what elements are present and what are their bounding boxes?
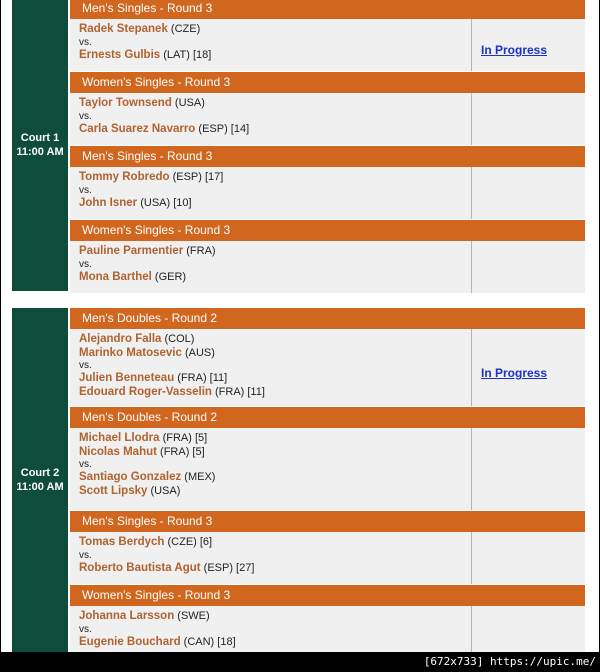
player-name[interactable]: Julien Benneteau: [79, 372, 175, 384]
player-name[interactable]: John Isner: [79, 196, 138, 209]
player-name[interactable]: Ernests Gulbis: [79, 48, 161, 61]
match-status-link[interactable]: In Progress: [481, 43, 548, 57]
status-divider: [471, 167, 472, 219]
player-row: [79, 197, 459, 211]
versus-label: vs.: [79, 36, 92, 48]
player-name[interactable]: Marinko Matosevic: [79, 346, 182, 359]
match-item: [70, 0, 585, 72]
match-body: [70, 167, 585, 220]
player-country-seed: (USA): [147, 484, 181, 497]
player-country-seed: (CZE): [167, 23, 201, 35]
player-country-seed: (FRA): [183, 245, 216, 257]
player-country-seed: (FRA) [11]: [174, 372, 228, 384]
versus-label: vs.: [79, 184, 92, 196]
match-body: [70, 532, 585, 585]
match-body: [70, 428, 585, 511]
player-row: [79, 372, 459, 386]
players-list: [70, 167, 459, 213]
image-host-footer: [0, 652, 600, 672]
player-country-seed: (FRA) [5]: [156, 445, 205, 458]
player-name[interactable]: Nicolas Mahut: [79, 445, 157, 458]
status-divider: [471, 19, 472, 71]
match-list: [70, 0, 585, 294]
round-header: Men's Singles - Round 3: [70, 0, 585, 19]
player-country-seed: (COL): [161, 333, 195, 345]
player-name[interactable]: Radek Stepanek: [79, 23, 168, 35]
round-header: Women's Singles - Round 3: [70, 72, 585, 93]
versus-label: vs.: [79, 549, 92, 561]
versus-label: vs.: [79, 360, 92, 371]
player-name[interactable]: Mona Barthel: [79, 270, 152, 283]
player-row: [79, 446, 459, 460]
footer-text: [672x733] https://upic.me/: [423, 655, 596, 668]
player-country-seed: (GER): [151, 270, 187, 283]
match-body: [70, 329, 585, 407]
court-time: 11:00 AM: [16, 145, 64, 158]
player-name[interactable]: Johanna Larsson: [79, 610, 175, 622]
player-row: [79, 49, 459, 63]
player-row: [79, 636, 459, 650]
player-row: [79, 610, 459, 624]
player-country-seed: (AUS): [181, 346, 215, 359]
player-row: [79, 347, 459, 361]
player-country-seed: (FRA) [5]: [159, 432, 208, 444]
player-row: [79, 23, 459, 37]
status-divider: [471, 241, 472, 293]
player-country-seed: (ESP) [14]: [195, 122, 250, 135]
player-row: [79, 271, 459, 285]
match-item: [70, 585, 585, 653]
round-header: Men's Singles - Round 3: [70, 146, 585, 167]
status-divider: [471, 93, 472, 145]
player-country-seed: (MEX): [181, 471, 216, 483]
player-name[interactable]: Roberto Bautista Agut: [79, 561, 201, 574]
player-name[interactable]: Santiago Gonzalez: [79, 471, 182, 483]
player-country-seed: (FRA) [11]: [211, 385, 265, 398]
player-name[interactable]: Scott Lipsky: [79, 484, 148, 497]
players-list: [70, 428, 459, 501]
match-body: [70, 93, 585, 146]
match-item: [70, 308, 585, 407]
player-name[interactable]: Michael Llodra: [79, 432, 160, 444]
player-country-seed: (USA) [10]: [137, 196, 192, 209]
player-country-seed: (CAN) [18]: [180, 635, 236, 648]
match-item: [70, 511, 585, 585]
match-body: [70, 606, 585, 653]
player-country-seed: (ESP) [27]: [200, 561, 255, 574]
status-divider: [471, 532, 472, 584]
player-row: [79, 432, 459, 446]
players-list: [70, 93, 459, 139]
player-name[interactable]: Tommy Robredo: [79, 171, 170, 183]
court-block: [12, 308, 585, 653]
players-list: [70, 241, 459, 287]
match-item: [70, 220, 585, 294]
versus-label: vs.: [79, 459, 92, 470]
court-name: Court 1: [20, 131, 60, 144]
match-item: [70, 407, 585, 511]
player-row: [79, 471, 459, 485]
player-name[interactable]: Pauline Parmentier: [79, 245, 184, 257]
versus-label: vs.: [79, 110, 92, 122]
player-row: [79, 536, 459, 550]
player-name[interactable]: Edouard Roger-Vasselin: [79, 385, 212, 398]
player-row: [79, 562, 459, 576]
match-item: [70, 72, 585, 146]
court-label: [12, 308, 68, 652]
player-row: [79, 485, 459, 499]
match-item: [70, 146, 585, 220]
player-country-seed: (LAT) [18]: [160, 48, 212, 61]
round-header: Men's Doubles - Round 2: [70, 308, 585, 329]
player-row: [79, 171, 459, 185]
player-row: [79, 333, 459, 347]
round-header: Men's Doubles - Round 2: [70, 407, 585, 428]
court-label: [12, 0, 68, 291]
player-row: [79, 97, 459, 111]
players-list: [70, 329, 459, 402]
versus-label: vs.: [79, 623, 92, 635]
court-time: 11:00 AM: [16, 481, 64, 493]
round-header: Women's Singles - Round 3: [70, 585, 585, 606]
versus-label: vs.: [79, 258, 92, 270]
player-country-seed: (CZE) [6]: [164, 536, 213, 548]
player-row: [79, 245, 459, 259]
player-name[interactable]: Tomas Berdych: [79, 536, 165, 548]
players-list: [70, 532, 459, 578]
court-name: Court 2: [20, 467, 60, 479]
player-row: [79, 386, 459, 400]
status-divider: [471, 428, 472, 510]
player-row: [79, 123, 459, 137]
match-status-link[interactable]: In Progress: [481, 366, 548, 380]
status-divider: [471, 606, 472, 653]
match-body: [70, 241, 585, 294]
court-block: [12, 0, 585, 291]
round-header: Women's Singles - Round 3: [70, 220, 585, 241]
player-name[interactable]: Taylor Townsend: [79, 97, 172, 109]
round-header: Men's Singles - Round 3: [70, 511, 585, 532]
status-divider: [471, 329, 472, 406]
match-list: [70, 308, 585, 653]
player-country-seed: (USA): [171, 97, 205, 109]
player-name[interactable]: Alejandro Falla: [79, 333, 162, 345]
players-list: [70, 19, 459, 65]
player-name[interactable]: Carla Suarez Navarro: [79, 122, 196, 135]
players-list: [70, 606, 459, 652]
player-country-seed: (ESP) [17]: [169, 171, 224, 183]
player-country-seed: (SWE): [174, 610, 210, 622]
match-body: [70, 19, 585, 72]
player-name[interactable]: Eugenie Bouchard: [79, 635, 181, 648]
